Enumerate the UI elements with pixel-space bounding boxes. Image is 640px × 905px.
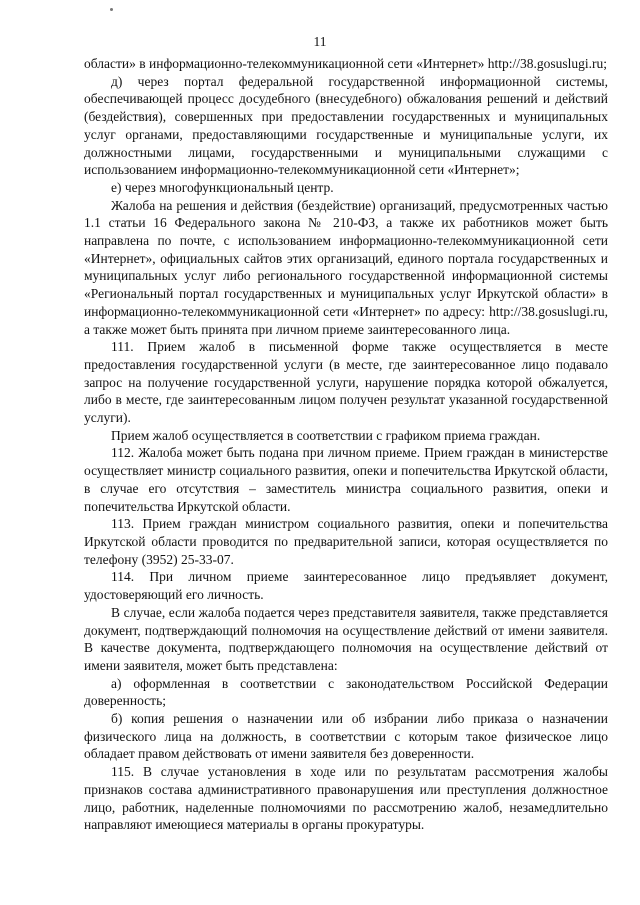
paragraph-111: 111. Прием жалоб в письменной форме также осуществляется в месте предоставления государственной услуги (в месте, где заинтересованное лицо подавало запрос на получение государственной услуги, нарушение порядка которой обжалуется, либо в месте, где заинтересованным лицом получен результат указанной государственной услуги). <box>84 339 608 426</box>
page-number: 11 <box>313 34 327 49</box>
paragraph-item-b: б) копия решения о назначении или об избрании либо приказа о назначении физического лица на должность, в соответствии с которым такое физическое лицо обладает правом действовать от имени заявителя без доверенности. <box>84 711 608 762</box>
paragraph-item-e: е) через многофункциональный центр. <box>111 179 334 195</box>
paragraph-114: 114. При личном приеме заинтересованное лицо предъявляет документ, удостоверяющий его личность. <box>84 569 608 603</box>
scan-speck <box>110 8 113 11</box>
paragraph-112: 112. Жалоба может быть подана при личном приеме. Прием граждан в министерстве осуществляет министр социального развития, опеки и попечительства Иркутской области, в случае его отсутствия – заместитель министра социального развития, опеки и попечительства Иркутской области. <box>84 445 608 514</box>
paragraph-item-d: д) через портал федеральной государственной информационной системы, обеспечивающей процесс досудебного (внесудебного) обжалования решений и действий (бездействия), совершенных при предоставлении государственных и муниципальных услуг органами, предоставляющими государственные и муниципальные услуги, их должностными лицами, государственными и муниципальными служащими с использованием информационно-телекоммуникационной сети «Интернет»; <box>84 73 608 178</box>
paragraph-item-a: а) оформленная в соответствии с законодательством Российской Федерации доверенность; <box>84 675 608 709</box>
paragraph-115: 115. В случае установления в ходе или по результатам рассмотрения жалобы признаков состава административного правонарушения или преступления должностное лицо, работник, наделенные полномочиями по рассмотрению жалоб, незамедлительно направляют имеющиеся материалы в органы прокуратуры. <box>84 764 608 833</box>
document-body <box>84 55 608 834</box>
paragraph-113: 113. Прием граждан министром социального развития, опеки и попечительства Иркутской области проводится по предварительной записи, которая осуществляется по телефону (3952) 25-33-07. <box>84 516 608 567</box>
paragraph-continuation: области» в информационно-телекоммуникационной сети «Интернет» http://38.gosuslugi.ru; <box>84 56 607 71</box>
paragraph-complaint-organizations: Жалоба на решения и действия (бездействие) организаций, предусмотренных частью 1.1 статьи 16 Федерального закона № 210-ФЗ, а также их работников может быть направлена по почте, с использованием информационно-телекоммуникационной сети «Интернет», официальных сайтов этих организаций, единого портала государственных и муниципальных услуг либо регионального государственной информационной системы «Региональный портал государственных и муниципальных услуг Иркутской области» в информационно-телекоммуникационной сети «Интернет» по адресу: http://38.gosuslugi.ru, а также может быть принята при личном приеме заинтересованного лица. <box>84 197 608 337</box>
paragraph-representative: В случае, если жалоба подается через представителя заявителя, также представляется документ, подтверждающий полномочия на осуществление действий от имени заявителя. В качестве документа, подтверждающего полномочия на осуществление действий от имени заявителя, может быть представлена: <box>84 604 608 673</box>
paragraph-schedule: Прием жалоб осуществляется в соответствии с графиком приема граждан. <box>111 427 541 443</box>
